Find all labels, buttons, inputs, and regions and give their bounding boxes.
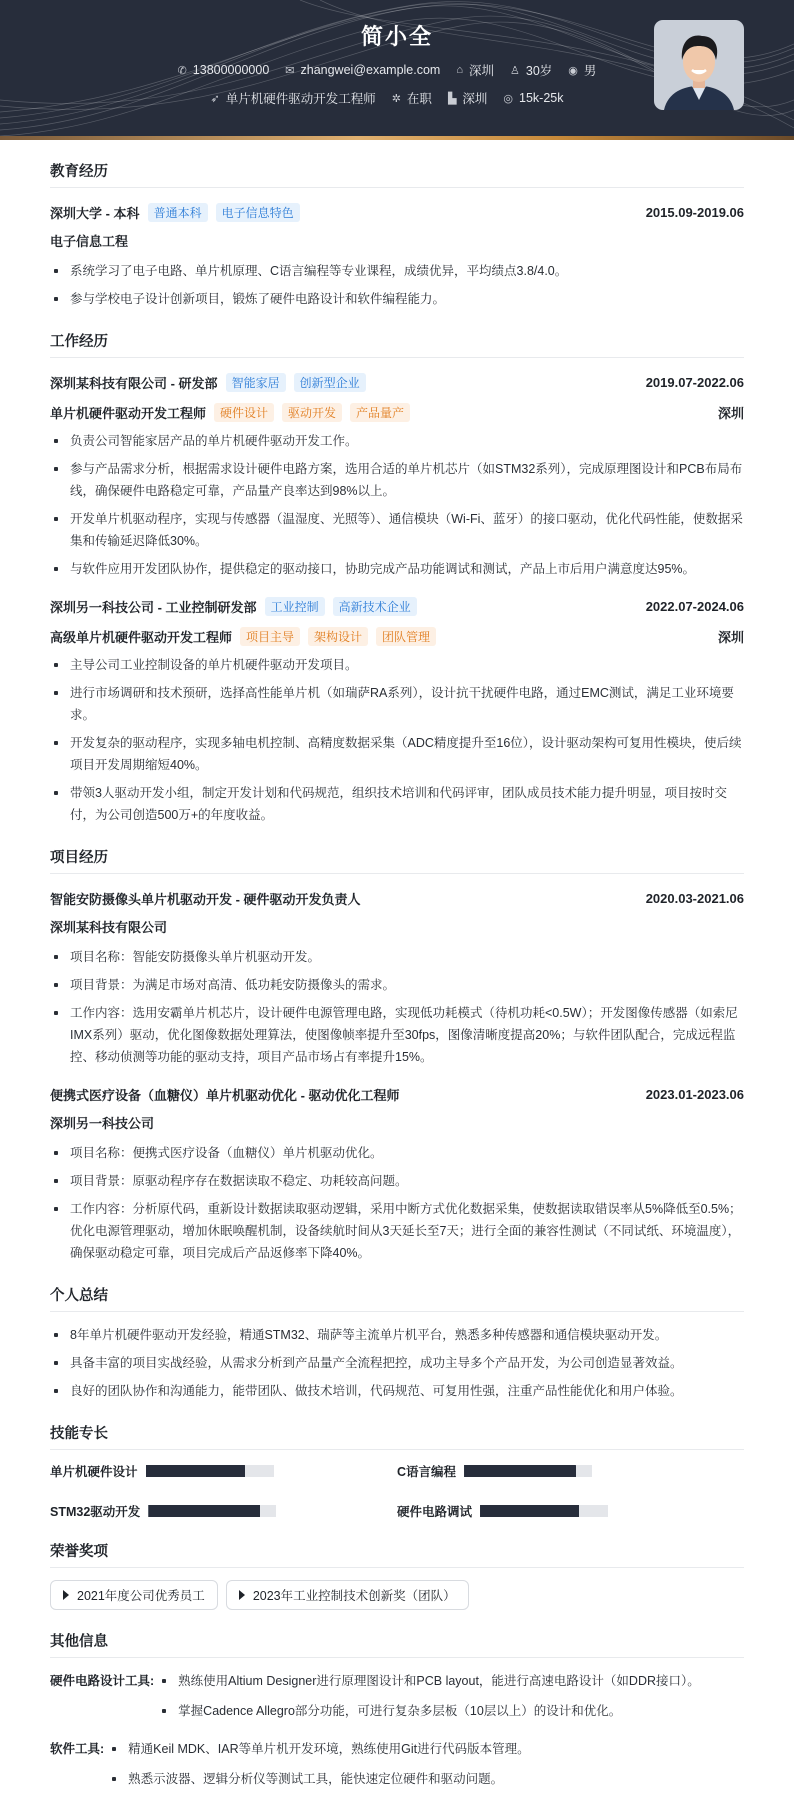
company-row	[50, 594, 744, 618]
company: 深圳另一科技公司	[50, 1116, 155, 1131]
send-icon: ➶	[210, 92, 220, 105]
role: 高级单片机硬件驱动开发工程师	[50, 629, 233, 645]
skill-item	[397, 1462, 744, 1480]
list-item: 项目名称：智能安防摄像头单片机驱动开发。	[50, 946, 744, 968]
company-info	[50, 373, 366, 392]
list-item: 8年单片机硬件驱动开发经验，精通STM32、瑞萨等主流单片机平台，熟悉多种传感器和通信模块驱动开发。	[50, 1324, 744, 1346]
list-item: 熟悉示波器、逻辑分析仪等测试工具，能快速定位硬件和驱动问题。	[108, 1768, 529, 1790]
skill-name: 单片机硬件设计	[50, 1465, 138, 1479]
skill-bar	[464, 1465, 592, 1477]
other-group	[50, 1670, 744, 1730]
header-accent-bar	[0, 136, 794, 140]
skills-section	[50, 1422, 744, 1520]
skill-item	[397, 1502, 744, 1520]
skill-bar	[148, 1505, 276, 1517]
resume-header	[0, 0, 794, 140]
tag: 智能家居	[226, 373, 286, 392]
salary-icon: ◎	[503, 92, 514, 105]
city: 深圳	[462, 92, 488, 106]
avatar-photo	[654, 20, 744, 110]
list-item: 工作内容：分析原代码，重新设计数据读取驱动逻辑，采用中断方式优化数据采集，使数据读取错误率从5%降低至0.5%；优化电源管理驱动，增加休眠唤醒机制，设备续航时间从3天延长至7天；进行全面的兼容性测试（不同试纸、环境温度），确保驱动稳定可靠，项目完成后产品返修率下降40%。	[50, 1198, 744, 1264]
tag: 架构设计	[308, 627, 368, 646]
phone-icon: ✆	[177, 64, 187, 77]
project-row	[50, 1082, 744, 1106]
list-item: 项目名称：便携式医疗设备（血糖仪）单片机驱动优化。	[50, 1142, 744, 1164]
building-icon: ▙	[447, 92, 457, 105]
skill-bar	[146, 1465, 274, 1477]
phone: 13800000000	[192, 63, 270, 77]
bullet-list	[50, 1142, 744, 1264]
list-item: 项目背景：原驱动程序存在数据读取不稳定、功耗较高问题。	[50, 1170, 744, 1192]
project-info	[50, 889, 361, 908]
other-section	[50, 1630, 744, 1798]
tag: 硬件设计	[214, 403, 274, 422]
company-name: 深圳某科技有限公司 - 研发部	[50, 375, 218, 391]
list-item: 具备丰富的项目实战经验，从需求分析到产品量产全流程把控，成功主导多个产品开发，为公司创造显著效益。	[50, 1352, 744, 1374]
company-name: 深圳另一科技公司 - 工业控制研发部	[50, 599, 257, 615]
candidate-name: 简小全	[360, 24, 433, 49]
tag: 电子信息特色	[216, 203, 300, 222]
company-info	[50, 597, 417, 616]
role-info	[50, 403, 410, 422]
project-name: 便携式医疗设备（血糖仪）单片机驱动优化 - 驱动优化工程师	[50, 1087, 400, 1103]
list-item: 工作内容：选用安霸单片机芯片，设计硬件电源管理电路，实现低功耗模式（待机功耗<0.5W）；开发图像传感器（如索尼IMX系列）驱动，优化图像数据处理算法，使图像帧率提升至30fps，图像清晰度提高20%；与软件团队配合，完成远程监控、移动侦测等功能的驱动支持，项目产品市场占有率提升15%。	[50, 1002, 744, 1068]
list-item: 熟练使用Altium Designer进行原理图设计和PCB layout，能进行高速电路设计（如DDR接口）。	[158, 1670, 700, 1692]
gender: 男	[583, 64, 597, 78]
award-label: 2023年工业控制技术创新奖（团队）	[252, 1589, 456, 1603]
project-item	[50, 1082, 744, 1264]
section-title: 教育经历	[50, 160, 744, 188]
company-row	[50, 370, 744, 394]
tag: 驱动开发	[282, 403, 342, 422]
list-item: 良好的团队协作和沟通能力，能带团队、做技术培训，代码规范、可复用性强，注重产品性能优化和用户体验。	[50, 1380, 744, 1402]
role-row	[50, 400, 744, 424]
tag: 普通本科	[148, 203, 208, 222]
section-title: 工作经历	[50, 330, 744, 358]
cake-icon: ♙	[510, 64, 520, 77]
section-title: 个人总结	[50, 1284, 744, 1312]
skill-item	[50, 1462, 397, 1480]
project-row	[50, 886, 744, 910]
position: 单片机硬件驱动开发工程师	[225, 92, 376, 106]
date: 2015.09-2019.06	[645, 204, 744, 220]
skill-name: 硬件电路调试	[397, 1505, 473, 1519]
major: 电子信息工程	[50, 234, 129, 249]
skill-bar-fill	[480, 1505, 579, 1517]
skill-bar-fill	[148, 1505, 260, 1517]
projects-section	[50, 846, 744, 1264]
skill-item	[50, 1502, 397, 1520]
list-item: 带领3人驱动开发小组，制定开发计划和代码规范，组织技术培训和代码评审，团队成员技术能力提升明显，项目按时交付，为公司创造500万+的年度收益。	[50, 782, 744, 826]
home-icon: ⌂	[456, 64, 463, 76]
group-label: 硬件电路设计工具:	[50, 1674, 155, 1688]
company: 深圳某科技有限公司	[50, 920, 168, 935]
list-item: 系统学习了电子电路、单片机原理、C语言编程等专业课程，成绩优异，平均绩点3.8/4.0。	[50, 260, 744, 282]
location: 深圳	[717, 405, 744, 421]
skill-bar	[480, 1505, 608, 1517]
section-title: 其他信息	[50, 1630, 744, 1658]
section-title: 技能专长	[50, 1422, 744, 1450]
section-title: 荣誉奖项	[50, 1540, 744, 1568]
bullet-list	[50, 430, 744, 580]
awards-section	[50, 1540, 744, 1610]
role: 单片机硬件驱动开发工程师	[50, 405, 207, 421]
school: 深圳大学 - 本科	[50, 205, 140, 221]
project-item	[50, 886, 744, 1068]
list-item: 主导公司工业控制设备的单片机硬件驱动开发项目。	[50, 654, 744, 676]
education-section	[50, 160, 744, 310]
tag: 项目主导	[240, 627, 300, 646]
summary-section	[50, 1284, 744, 1402]
list-item: 与软件应用开发团队协作，提供稳定的驱动接口，协助完成产品功能调试和测试，产品上市后用户满意度达95%。	[50, 558, 744, 580]
work-section	[50, 330, 744, 826]
email: zhangwei@example.com	[300, 63, 441, 77]
tag: 团队管理	[376, 627, 436, 646]
tag: 高新技术企业	[333, 597, 417, 616]
group-label: 软件工具:	[50, 1742, 105, 1756]
location: 深圳	[717, 629, 744, 645]
list-item: 开发单片机驱动程序，实现与传感器（温湿度、光照等）、通信模块（Wi-Fi、蓝牙）的接口驱动，优化代码性能，使数据采集和传输延迟降低30%。	[50, 508, 744, 552]
list-item: 开发复杂的驱动程序，实现多轴电机控制、高精度数据采集（ADC精度提升至16位），设计驱动架构可复用性模块，使后续项目开发周期缩短40%。	[50, 732, 744, 776]
tag: 工业控制	[265, 597, 325, 616]
work-item	[50, 594, 744, 826]
role-info	[50, 627, 436, 646]
location: 深圳	[469, 64, 495, 78]
role-row	[50, 624, 744, 648]
tag: 创新型企业	[294, 373, 366, 392]
skill-name: C语言编程	[397, 1465, 457, 1479]
award-label: 2021年度公司优秀员工	[77, 1589, 205, 1603]
tag: 产品量产	[350, 403, 410, 422]
triangle-icon	[239, 1590, 245, 1600]
list-item: 精通Keil MDK、IAR等单片机开发环境，熟练使用Git进行代码版本管理。	[108, 1738, 529, 1760]
date: 2023.01-2023.06	[645, 1086, 744, 1102]
list-item: 参与学校电子设计创新项目，锻炼了硬件电路设计和软件编程能力。	[50, 288, 744, 310]
mail-icon: ✉	[285, 64, 295, 77]
age: 30岁	[525, 64, 553, 78]
list-item: 进行市场调研和技术预研，选择高性能单片机（如瑞萨RA系列），设计抗干扰硬件电路，通过EMC测试，满足工业环境要求。	[50, 682, 744, 726]
list-item: 负责公司智能家居产品的单片机硬件驱动开发工作。	[50, 430, 744, 452]
skill-name: STM32驱动开发	[50, 1505, 141, 1519]
other-group	[50, 1738, 744, 1798]
skill-bar-fill	[146, 1465, 245, 1477]
section-title: 项目经历	[50, 846, 744, 874]
list-item: 参与产品需求分析，根据需求设计硬件电路方案，选用合适的单片机芯片（如STM32系列），完成原理图设计和PCB布局布线，确保硬件电路稳定可靠，产品量产良率达到98%以上。	[50, 458, 744, 502]
salary: 15k-25k	[519, 91, 564, 105]
list-item: 掌握Cadence Allegro部分功能，可进行复杂多层板（10层以上）的设计和优化。	[158, 1700, 700, 1722]
date: 2019.07-2022.06	[645, 374, 744, 390]
date: 2020.03-2021.06	[645, 890, 744, 906]
project-info	[50, 1085, 400, 1104]
status: 在职	[406, 92, 432, 106]
triangle-icon	[63, 1590, 69, 1600]
bullet-list	[50, 654, 744, 826]
work-item	[50, 370, 744, 580]
award-item	[226, 1580, 469, 1610]
status-icon: ✲	[391, 92, 401, 105]
award-item	[50, 1580, 218, 1610]
list-item: 项目背景：为满足市场对高清、低功耗安防摄像头的需求。	[50, 974, 744, 996]
skill-bar-fill	[464, 1465, 576, 1477]
bullet-list	[50, 946, 744, 1068]
gender-icon: ◉	[568, 64, 578, 77]
date: 2022.07-2024.06	[645, 598, 744, 614]
project-name: 智能安防摄像头单片机驱动开发 - 硬件驱动开发负责人	[50, 891, 361, 907]
